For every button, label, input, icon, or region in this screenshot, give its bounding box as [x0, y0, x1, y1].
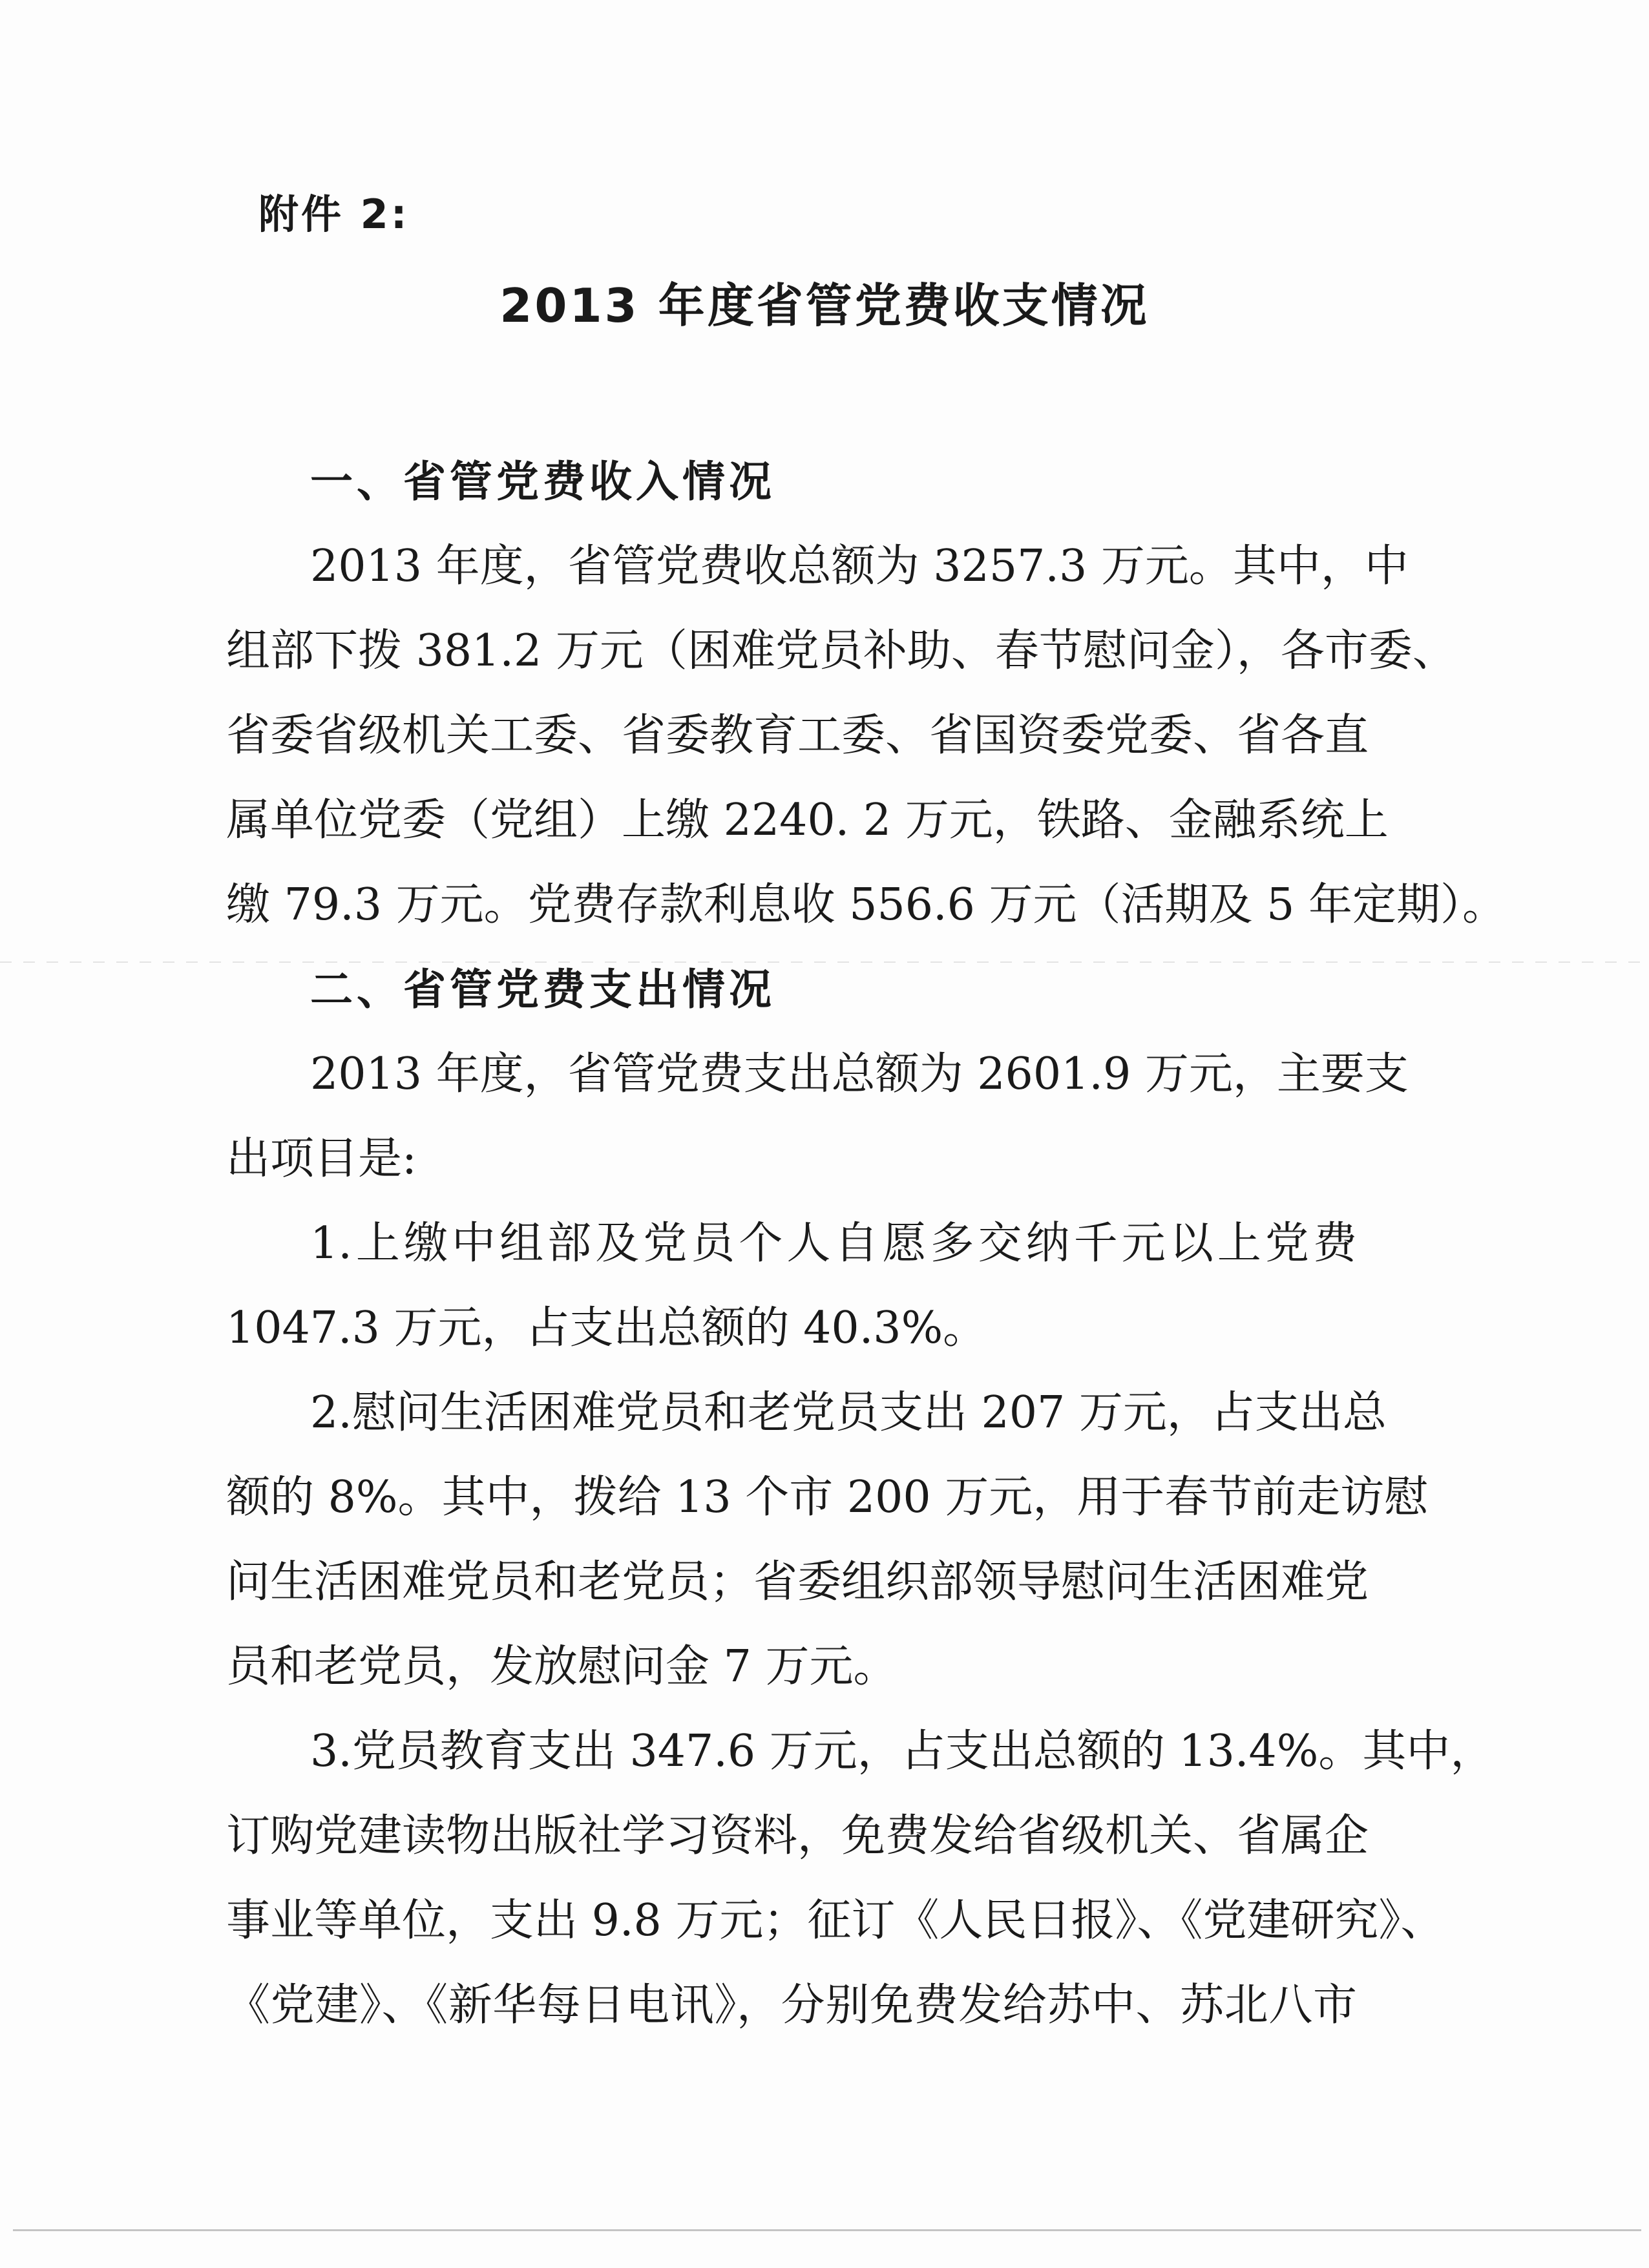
paragraph-line: 2013 年度，省管党费支出总额为 2601.9 万元，主要支: [310, 1049, 1409, 1100]
document-title: 2013 年度省管党费收支情况: [499, 278, 1150, 333]
document-body: [226, 439, 1507, 2048]
section-2-heading: 二、省管党费支出情况: [310, 965, 775, 1014]
list-item-2-line: 2.慰问生活困难党员和老党员支出 207 万元，占支出总: [310, 1387, 1387, 1438]
list-item-3-line: 事业等单位，支出 9.8 万元；征订《人民日报》、《党建研究》、: [226, 1895, 1445, 1946]
section-1-heading: 一、省管党费收入情况: [310, 457, 775, 507]
list-item-2-line: 问生活困难党员和老党员；省委组织部领导慰问生活困难党: [226, 1557, 1369, 1608]
scan-artifact-line: [0, 961, 1649, 963]
paragraph-line: 组部下拨 381.2 万元（困难党员补助、春节慰问金），各市委、: [226, 625, 1456, 677]
list-item-1-line: 1.上缴中组部及党员个人自愿多交纳千元以上党费: [310, 1218, 1357, 1269]
paragraph-line: 属单位党委（党组）上缴 2240. 2 万元，铁路、金融系统上: [226, 795, 1389, 846]
list-item-2-line: 员和老党员，发放慰问金 7 万元。: [226, 1641, 898, 1692]
paragraph-line: 2013 年度，省管党费收总额为 3257.3 万元。其中，中: [310, 541, 1409, 592]
scan-bottom-edge: [13, 2229, 1641, 2231]
list-item-1-line: 1047.3 万元，占支出总额的 40.3%。: [226, 1303, 987, 1354]
list-item-3-line: 3.党员教育支出 347.6 万元，占支出总额的 13.4%。其中，: [310, 1726, 1495, 1777]
list-item-3-line: 订购党建读物出版社学习资料，免费发给省级机关、省属企: [226, 1811, 1369, 1862]
paragraph-line: 缴 79.3 万元。党费存款利息收 556.6 万元（活期及 5 年定期）。: [226, 879, 1507, 930]
list-item-2-line: 额的 8%。其中，拨给 13 个市 200 万元，用于春节前走访慰: [226, 1472, 1429, 1523]
paragraph-line: 出项目是:: [226, 1133, 417, 1184]
attachment-label: 附件 2:: [258, 191, 410, 238]
paragraph-line: 省委省级机关工委、省委教育工委、省国资委党委、省各直: [226, 710, 1369, 761]
list-item-3-line: 《党建》、《新华每日电讯》，分别免费发给苏中、苏北八市: [226, 1980, 1357, 2031]
